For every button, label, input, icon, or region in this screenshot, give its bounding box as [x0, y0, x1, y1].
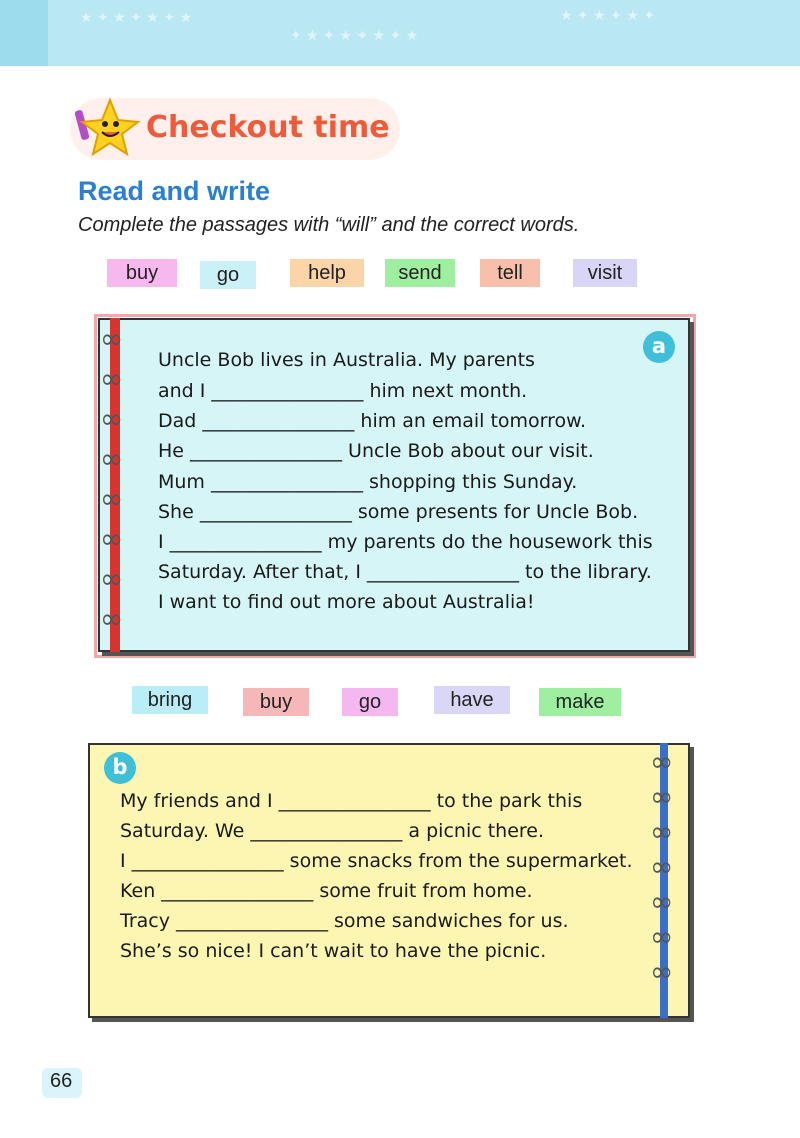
word-chip: help	[290, 259, 364, 287]
word-chip: make	[539, 688, 621, 716]
spiral-ring-icon: ∞	[100, 362, 124, 395]
passage-line: I want to find out more about Australia!	[158, 591, 535, 613]
word-chip: go	[200, 261, 256, 289]
passage-line: I ________________ my parents do the housework this	[158, 531, 653, 553]
spiral-ring-icon: ∞	[100, 482, 124, 515]
passage-label-badge: a	[643, 331, 675, 363]
word-chip: tell	[480, 259, 540, 287]
star-decoration-icon: ✦ ★ ✦ ★ ✦ ★ ✦ ★	[290, 28, 419, 44]
banner-edge	[0, 0, 48, 66]
word-chip: visit	[573, 259, 637, 287]
spiral-ring-icon: ∞	[100, 602, 124, 635]
spiral-ring-icon: ∞	[100, 442, 124, 475]
word-chip: go	[342, 688, 398, 716]
word-chip: send	[385, 259, 455, 287]
passage-line: and I ________________ him next month.	[158, 380, 528, 402]
word-chip: have	[434, 686, 510, 714]
star-decoration-icon: ★ ✦ ★ ✦ ★ ✦	[560, 8, 656, 24]
spiral-ring-icon: ∞	[650, 745, 674, 778]
passage-line: Saturday. We ________________ a picnic there.	[120, 820, 545, 842]
passage-line: She’s so nice! I can’t wait to have the picnic.	[120, 940, 547, 962]
word-chip: buy	[107, 259, 177, 287]
spiral-ring-icon: ∞	[650, 885, 674, 918]
page-number: 66	[50, 1070, 73, 1092]
instruction-text: Complete the passages with “will” and the correct words.	[78, 214, 580, 236]
spiral-ring-icon: ∞	[650, 815, 674, 848]
word-chip: bring	[132, 686, 208, 714]
star-mascot-icon	[70, 92, 142, 164]
spiral-ring-icon: ∞	[650, 850, 674, 883]
passage-line: Tracy ________________ some sandwiches for us.	[120, 910, 569, 932]
passage-line: Mum ________________ shopping this Sunday.	[158, 471, 578, 493]
passage-line: Ken ________________ some fruit from home.	[120, 880, 533, 902]
passage-line: Uncle Bob lives in Australia. My parents	[158, 349, 535, 371]
word-chip: buy	[243, 688, 309, 716]
passage-line: He ________________ Uncle Bob about our visit.	[158, 440, 594, 462]
spiral-ring-icon: ∞	[650, 955, 674, 988]
passage-line: Dad ________________ him an email tomorrow.	[158, 410, 586, 432]
page-title: Checkout time	[146, 110, 390, 145]
passage-line: I ________________ some snacks from the supermarket.	[120, 850, 633, 872]
spiral-ring-icon: ∞	[100, 522, 124, 555]
spiral-ring-icon: ∞	[100, 562, 124, 595]
spiral-ring-icon: ∞	[100, 402, 124, 435]
passage-line: My friends and I ________________ to the park this	[120, 790, 583, 812]
spiral-ring-icon: ∞	[650, 780, 674, 813]
passage-label-badge: b	[104, 752, 136, 784]
section-title: Read and write	[78, 176, 271, 206]
spiral-ring-icon: ∞	[100, 322, 124, 355]
passage-line: Saturday. After that, I ________________ to the library.	[158, 561, 652, 583]
passage-line: She ________________ some presents for Uncle Bob.	[158, 501, 639, 523]
spiral-ring-icon: ∞	[650, 920, 674, 953]
star-decoration-icon: ★ ✦ ★ ✦ ★ ✦ ★	[80, 10, 193, 26]
